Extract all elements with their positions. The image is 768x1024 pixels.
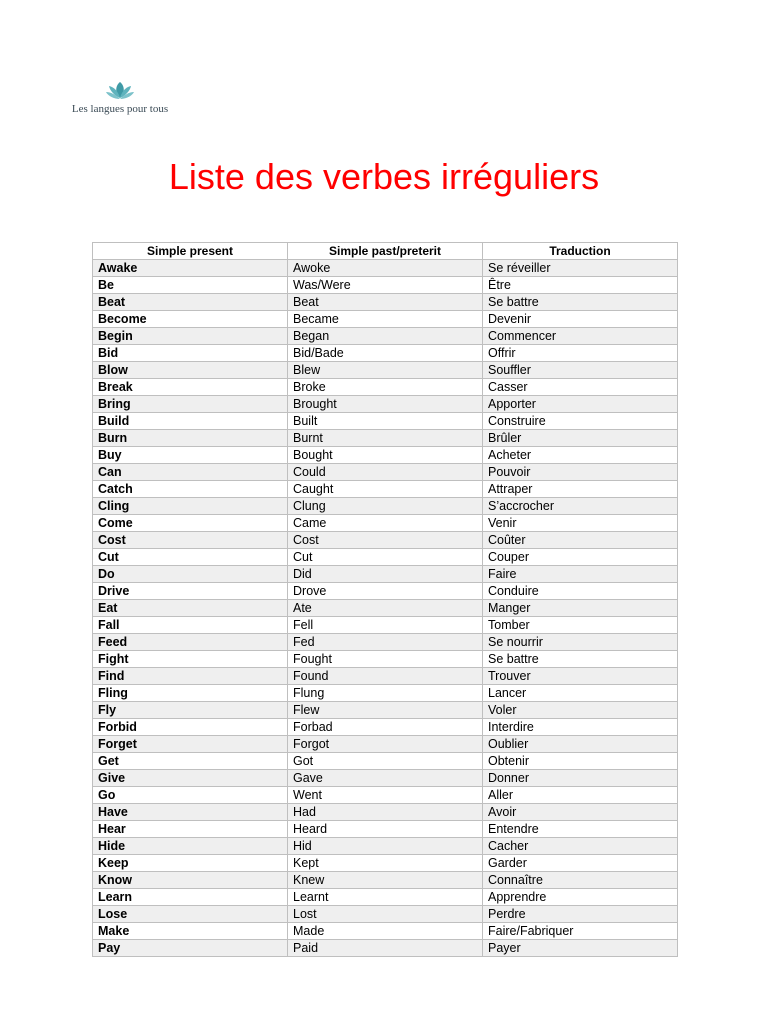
table-row (93, 294, 678, 311)
cell-present: Get (93, 753, 288, 770)
cell-translation: Manger (483, 600, 678, 617)
cell-present: Keep (93, 855, 288, 872)
table-header-row (93, 243, 678, 260)
cell-present: Eat (93, 600, 288, 617)
cell-translation: Se nourrir (483, 634, 678, 651)
table-row (93, 940, 678, 957)
cell-present: Pay (93, 940, 288, 957)
table-row (93, 532, 678, 549)
cell-translation: Connaître (483, 872, 678, 889)
cell-present: Make (93, 923, 288, 940)
cell-present: Cling (93, 498, 288, 515)
cell-translation: Interdire (483, 719, 678, 736)
cell-past: Flew (288, 702, 483, 719)
table-row (93, 396, 678, 413)
cell-past: Knew (288, 872, 483, 889)
cell-present: Be (93, 277, 288, 294)
table-row (93, 379, 678, 396)
cell-past: Came (288, 515, 483, 532)
table-row (93, 821, 678, 838)
cell-translation: Obtenir (483, 753, 678, 770)
table-row (93, 770, 678, 787)
table-row (93, 634, 678, 651)
cell-translation: Construire (483, 413, 678, 430)
cell-present: Break (93, 379, 288, 396)
cell-translation: Donner (483, 770, 678, 787)
cell-translation: Apprendre (483, 889, 678, 906)
cell-translation: Devenir (483, 311, 678, 328)
cell-past: Clung (288, 498, 483, 515)
cell-past: Cut (288, 549, 483, 566)
cell-past: Built (288, 413, 483, 430)
table-row (93, 804, 678, 821)
cell-translation: Venir (483, 515, 678, 532)
table-row (93, 600, 678, 617)
cell-present: Go (93, 787, 288, 804)
cell-translation: Faire (483, 566, 678, 583)
table-row (93, 515, 678, 532)
table-row (93, 277, 678, 294)
cell-past: Awoke (288, 260, 483, 277)
cell-translation: Avoir (483, 804, 678, 821)
cell-translation: Faire/Fabriquer (483, 923, 678, 940)
cell-past: Fed (288, 634, 483, 651)
cell-translation: Lancer (483, 685, 678, 702)
cell-past: Burnt (288, 430, 483, 447)
table-row (93, 702, 678, 719)
cell-present: Become (93, 311, 288, 328)
cell-past: Forbad (288, 719, 483, 736)
cell-past: Brought (288, 396, 483, 413)
cell-past: Bid/Bade (288, 345, 483, 362)
cell-present: Beat (93, 294, 288, 311)
cell-present: Drive (93, 583, 288, 600)
table-row (93, 328, 678, 345)
cell-translation: Se battre (483, 294, 678, 311)
cell-present: Catch (93, 481, 288, 498)
cell-translation: Brûler (483, 430, 678, 447)
cell-present: Know (93, 872, 288, 889)
cell-translation: Acheter (483, 447, 678, 464)
cell-present: Do (93, 566, 288, 583)
cell-past: Caught (288, 481, 483, 498)
cell-present: Forget (93, 736, 288, 753)
table-row (93, 855, 678, 872)
cell-past: Lost (288, 906, 483, 923)
cell-past: Learnt (288, 889, 483, 906)
cell-past: Was/Were (288, 277, 483, 294)
cell-past: Flung (288, 685, 483, 702)
cell-translation: Attraper (483, 481, 678, 498)
cell-past: Made (288, 923, 483, 940)
cell-translation: Commencer (483, 328, 678, 345)
cell-translation: Cacher (483, 838, 678, 855)
table-row (93, 362, 678, 379)
cell-translation: Casser (483, 379, 678, 396)
cell-present: Fling (93, 685, 288, 702)
cell-translation: S’accrocher (483, 498, 678, 515)
header-simple-present: Simple present (93, 243, 288, 260)
table-row (93, 685, 678, 702)
cell-past: Had (288, 804, 483, 821)
page-title: Liste des verbes irréguliers (168, 156, 600, 197)
cell-present: Have (93, 804, 288, 821)
table-row (93, 260, 678, 277)
cell-translation: Apporter (483, 396, 678, 413)
table-row (93, 311, 678, 328)
cell-past: Became (288, 311, 483, 328)
cell-past: Could (288, 464, 483, 481)
cell-present: Can (93, 464, 288, 481)
cell-present: Come (93, 515, 288, 532)
cell-past: Gave (288, 770, 483, 787)
table-row (93, 872, 678, 889)
cell-present: Cost (93, 532, 288, 549)
cell-present: Feed (93, 634, 288, 651)
cell-past: Went (288, 787, 483, 804)
cell-translation: Perdre (483, 906, 678, 923)
cell-past: Ate (288, 600, 483, 617)
cell-present: Awake (93, 260, 288, 277)
table-row (93, 889, 678, 906)
cell-translation: Pouvoir (483, 464, 678, 481)
cell-translation: Se réveiller (483, 260, 678, 277)
cell-translation: Coûter (483, 532, 678, 549)
table-row (93, 447, 678, 464)
cell-past: Fell (288, 617, 483, 634)
cell-present: Hide (93, 838, 288, 855)
cell-past: Heard (288, 821, 483, 838)
table-row (93, 498, 678, 515)
cell-present: Burn (93, 430, 288, 447)
header-simple-past: Simple past/preterit (288, 243, 483, 260)
table-row (93, 481, 678, 498)
cell-past: Got (288, 753, 483, 770)
cell-past: Cost (288, 532, 483, 549)
cell-past: Kept (288, 855, 483, 872)
header-traduction: Traduction (483, 243, 678, 260)
table-row (93, 753, 678, 770)
cell-present: Cut (93, 549, 288, 566)
lotus-icon (105, 80, 135, 102)
cell-present: Fly (93, 702, 288, 719)
cell-past: Paid (288, 940, 483, 957)
cell-present: Fight (93, 651, 288, 668)
cell-translation: Offrir (483, 345, 678, 362)
table-row (93, 345, 678, 362)
cell-past: Bought (288, 447, 483, 464)
cell-translation: Voler (483, 702, 678, 719)
table-row (93, 923, 678, 940)
cell-present: Find (93, 668, 288, 685)
logo (60, 80, 180, 115)
cell-past: Did (288, 566, 483, 583)
table-row (93, 668, 678, 685)
cell-past: Forgot (288, 736, 483, 753)
cell-present: Fall (93, 617, 288, 634)
table-row (93, 617, 678, 634)
cell-past: Hid (288, 838, 483, 855)
cell-translation: Conduire (483, 583, 678, 600)
cell-present: Bring (93, 396, 288, 413)
logo-text: Les langues pour tous (71, 103, 169, 115)
table-row (93, 430, 678, 447)
table-row (93, 787, 678, 804)
cell-translation: Oublier (483, 736, 678, 753)
table-row (93, 906, 678, 923)
table-row (93, 583, 678, 600)
table-row (93, 736, 678, 753)
cell-translation: Garder (483, 855, 678, 872)
verbs-table (92, 242, 678, 957)
cell-translation: Se battre (483, 651, 678, 668)
cell-translation: Tomber (483, 617, 678, 634)
cell-past: Fought (288, 651, 483, 668)
cell-translation: Trouver (483, 668, 678, 685)
cell-present: Give (93, 770, 288, 787)
table-row (93, 413, 678, 430)
table-row (93, 566, 678, 583)
cell-translation: Aller (483, 787, 678, 804)
cell-present: Begin (93, 328, 288, 345)
table-row (93, 719, 678, 736)
table-row (93, 651, 678, 668)
cell-past: Broke (288, 379, 483, 396)
cell-present: Buy (93, 447, 288, 464)
table-row (93, 549, 678, 566)
cell-present: Bid (93, 345, 288, 362)
cell-translation: Couper (483, 549, 678, 566)
cell-present: Blow (93, 362, 288, 379)
cell-present: Hear (93, 821, 288, 838)
cell-past: Drove (288, 583, 483, 600)
cell-present: Learn (93, 889, 288, 906)
cell-present: Build (93, 413, 288, 430)
table-row (93, 464, 678, 481)
cell-past: Began (288, 328, 483, 345)
cell-translation: Payer (483, 940, 678, 957)
table-row (93, 838, 678, 855)
cell-past: Blew (288, 362, 483, 379)
cell-present: Forbid (93, 719, 288, 736)
cell-translation: Entendre (483, 821, 678, 838)
cell-past: Beat (288, 294, 483, 311)
cell-present: Lose (93, 906, 288, 923)
cell-translation: Souffler (483, 362, 678, 379)
cell-past: Found (288, 668, 483, 685)
cell-translation: Être (483, 277, 678, 294)
